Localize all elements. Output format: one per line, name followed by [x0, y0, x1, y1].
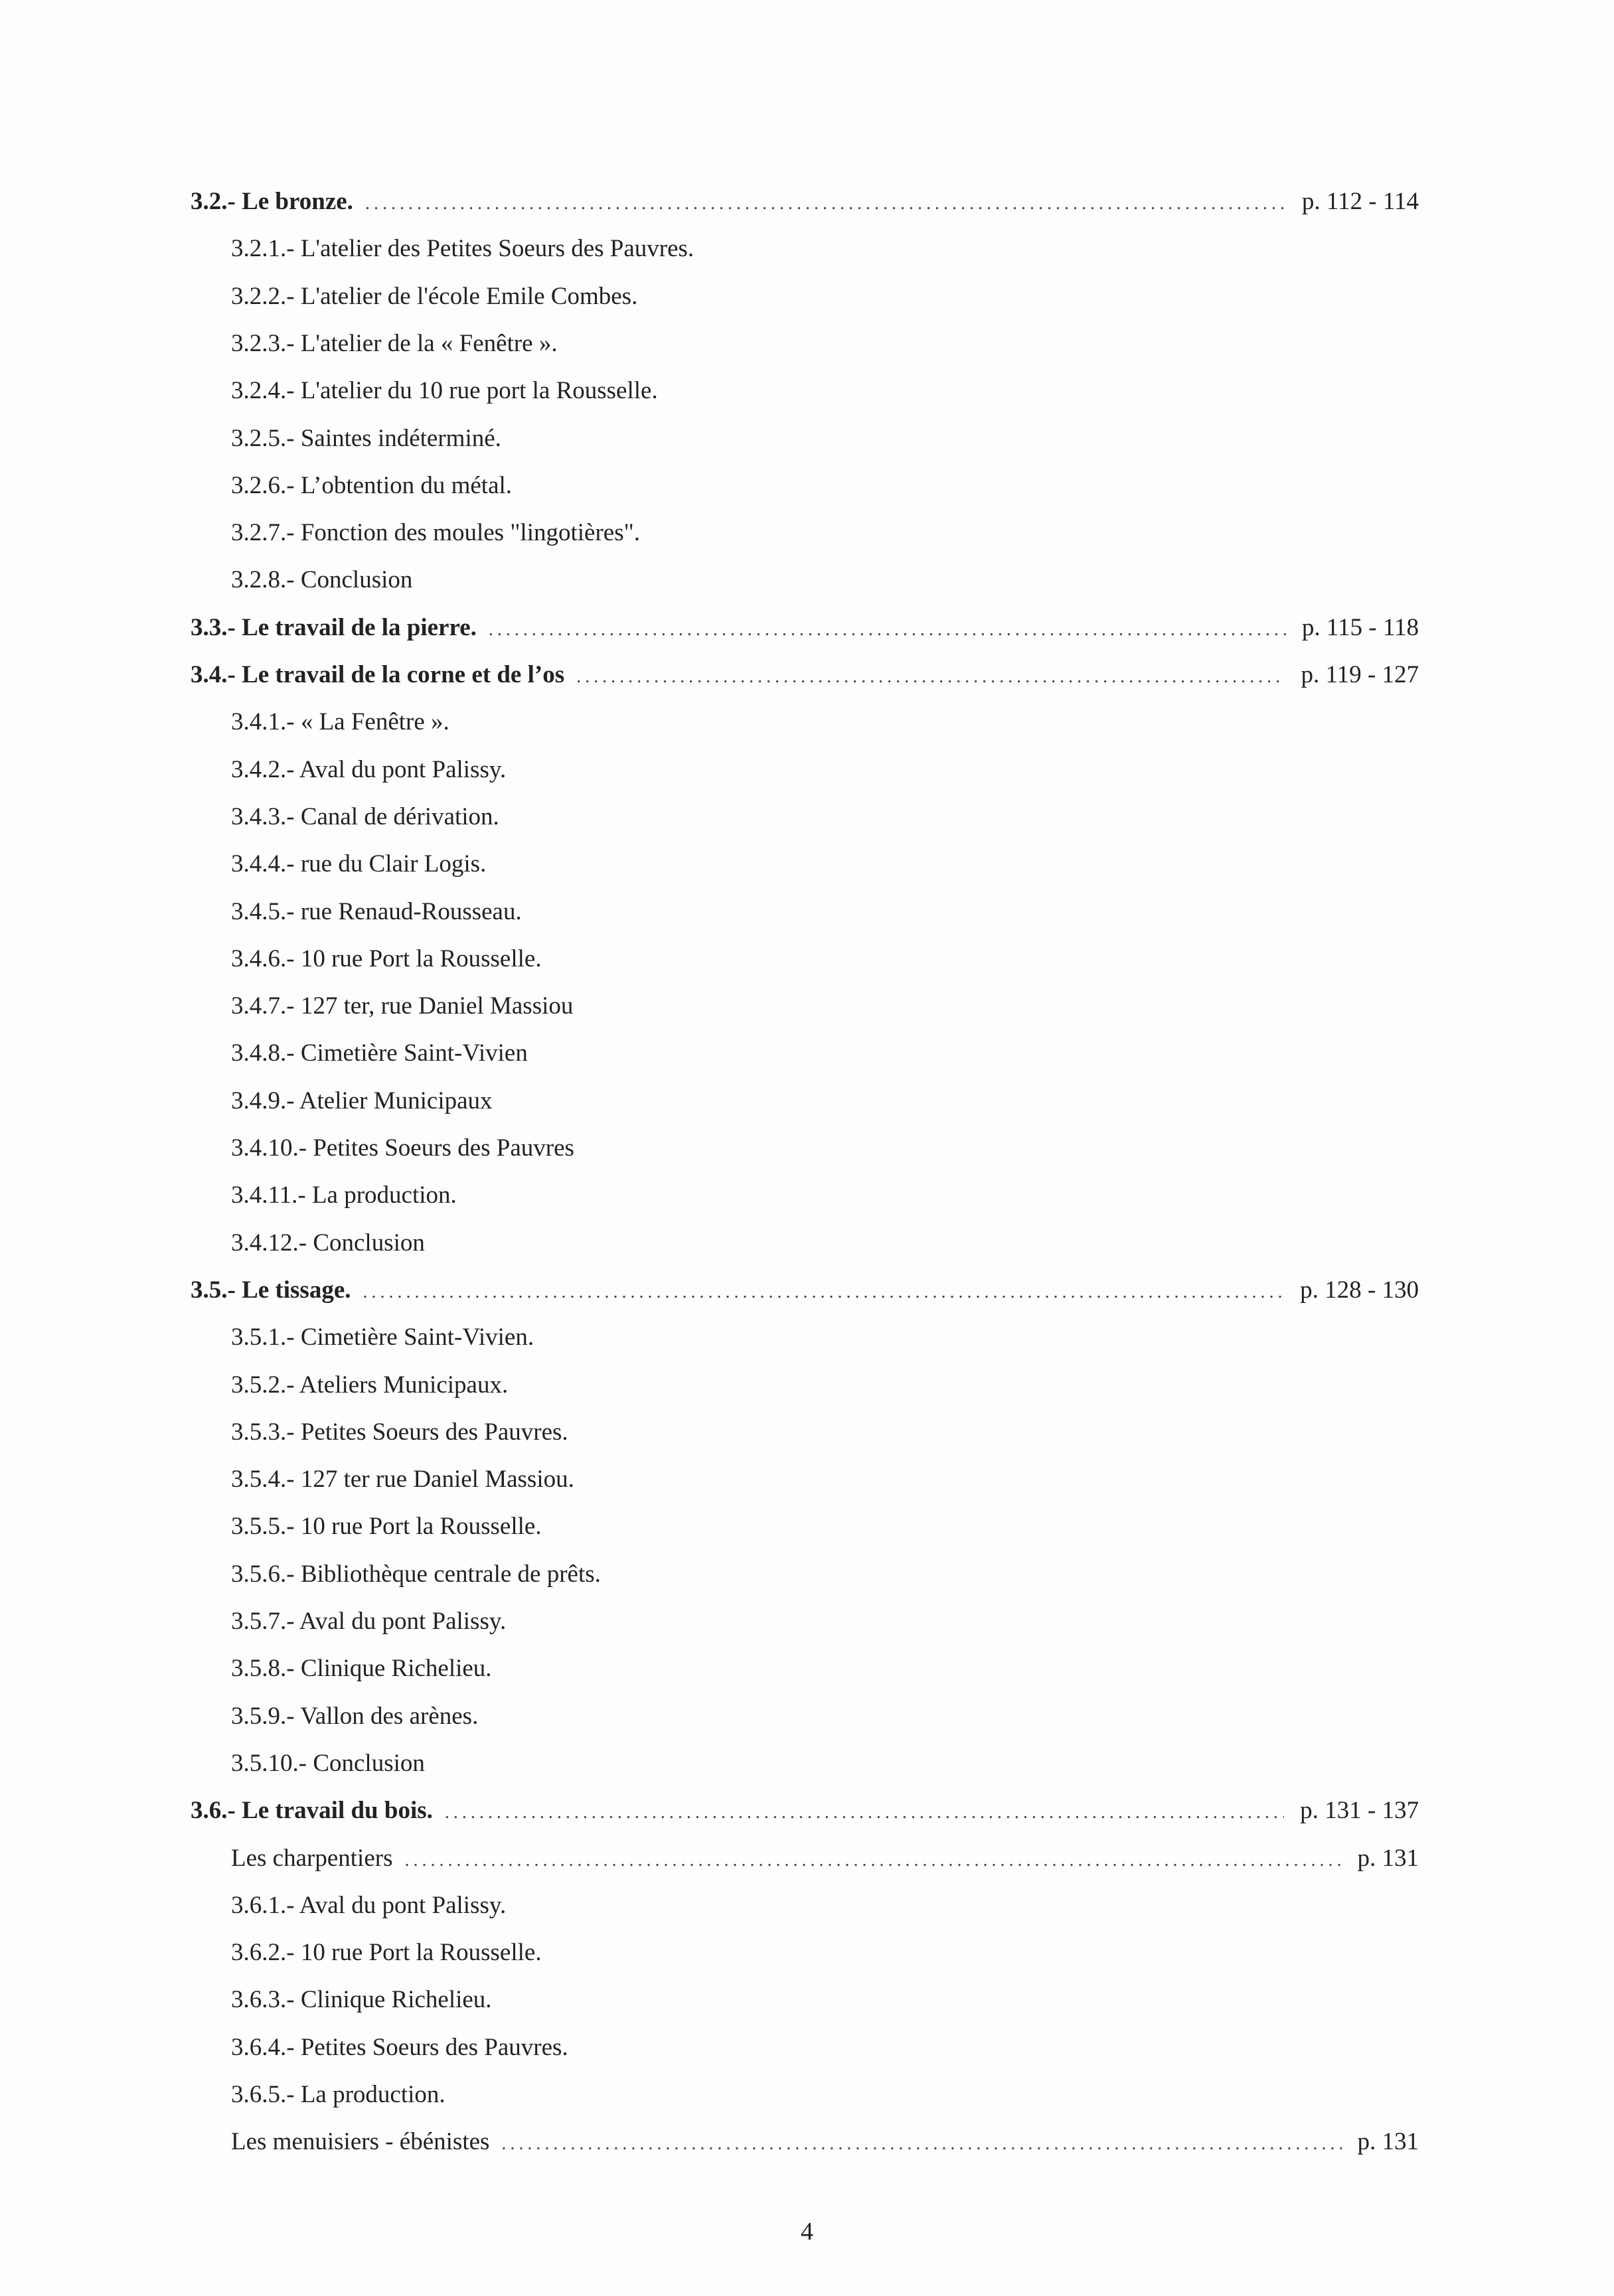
toc-entry-label: 3.5.6.- Bibliothèque centrale de prêts. [231, 1560, 601, 1588]
toc-subsection [231, 1368, 508, 1403]
toc-entry-label: 3.5.5.- 10 rue Port la Rousselle. [231, 1513, 542, 1541]
toc-entry-label: 3.6.5.- La production. [231, 2081, 445, 2108]
toc-section [191, 185, 1419, 221]
dot-leader [576, 660, 1285, 694]
toc-entry-label: Les menuisiers - ébénistes [231, 2128, 490, 2156]
toc-subsection [231, 895, 522, 929]
toc-entry-label: 3.2.6.- L’obtention du métal. [231, 471, 513, 499]
page-number: 4 [801, 2218, 813, 2246]
toc-entry-label: Les charpentiers [231, 1844, 393, 1872]
toc-entry-pages: p. 128 - 130 [1300, 1276, 1419, 1304]
toc-entry-label: 3.5.1.- Cimetière Saint-Vivien. [231, 1324, 534, 1351]
toc-entry-label: 3.2.1.- L'atelier des Petites Soeurs des Pauvres. [231, 235, 694, 263]
toc-entry-label: 3.2.2.- L'atelier de l'école Emile Combes. [231, 282, 638, 310]
toc-subsection [231, 1557, 601, 1592]
toc-entry-label: 3.4.10.- Petites Soeurs des Pauvres [231, 1134, 574, 1162]
toc-subsection [231, 1936, 542, 1970]
toc-entry-label: 3.6.1.- Aval du pont Palissy. [231, 1891, 507, 1919]
toc-section [191, 658, 1419, 694]
toc-subsection [231, 1746, 425, 1781]
toc-entry-pages: p. 115 - 118 [1301, 613, 1419, 641]
toc-subsection [231, 232, 694, 266]
toc-entry-pages: p. 112 - 114 [1301, 188, 1419, 215]
toc-entry-label: 3.4.6.- 10 rue Port la Rousselle. [231, 945, 542, 972]
toc-subsection [231, 1983, 492, 2017]
toc-entry-label: 3.4.2.- Aval du pont Palissy. [231, 755, 507, 783]
toc-section [191, 1794, 1419, 1830]
toc-entry-label: 3.4.9.- Atelier Municipaux [231, 1087, 493, 1114]
toc-entry-label: 3.4.5.- rue Renaud-Rousseau. [231, 897, 522, 925]
toc-entry-label: 3.2.8.- Conclusion [231, 566, 413, 594]
toc-subsection [231, 1131, 574, 1166]
toc-subsection [231, 800, 499, 834]
toc-entry-pages: p. 119 - 127 [1301, 661, 1419, 688]
toc-subsection [231, 2030, 568, 2065]
toc-entry-label: 3.4.8.- Cimetière Saint-Vivien [231, 1039, 528, 1067]
toc-entry-label: 3.4.7.- 127 ter, rue Daniel Massiou [231, 992, 574, 1020]
toc-entry-label: 3.2.7.- Fonction des moules "lingotières". [231, 519, 640, 547]
toc-subsection [231, 847, 486, 881]
toc-entry-label: 3.4.4.- rue du Clair Logis. [231, 850, 487, 878]
toc-entry-label: 3.2.3.- L'atelier de la « Fenêtre ». [231, 329, 558, 357]
toc-subsection [231, 469, 512, 503]
toc-subsection [231, 1462, 574, 1497]
toc-subsection [231, 1036, 528, 1071]
toc-entry-label: 3.4.12.- Conclusion [231, 1229, 425, 1257]
toc-subsection [231, 374, 658, 408]
toc-entry-label: 3.5.8.- Clinique Richelieu. [231, 1655, 492, 1683]
toc-entry-label: 3.4.11.- La production. [231, 1182, 457, 1209]
dot-leader [363, 1275, 1285, 1310]
toc-section [191, 1273, 1419, 1310]
toc-entry-label: 3.3.- Le travail de la pierre. [191, 613, 477, 641]
dot-leader [501, 2127, 1341, 2161]
toc-entry-label: 3.5.7.- Aval du pont Palissy. [231, 1608, 507, 1635]
toc-section [191, 611, 1419, 647]
toc-subsection [231, 753, 506, 787]
dot-leader [489, 613, 1286, 647]
toc-entry-label: 3.6.4.- Petites Soeurs des Pauvres. [231, 2033, 568, 2061]
toc-subsection [231, 705, 449, 739]
toc-subsection [231, 942, 542, 976]
toc-subsection [231, 1178, 457, 1213]
toc-entry-pages: p. 131 - 137 [1300, 1797, 1419, 1825]
toc-subsection [231, 1699, 478, 1734]
toc-entry-label: 3.2.4.- L'atelier du 10 rue port la Rousselle. [231, 377, 658, 405]
toc-subsection [231, 1084, 493, 1118]
toc-entry-label: 3.5.4.- 127 ter rue Daniel Massiou. [231, 1466, 574, 1493]
toc-subsection [231, 1320, 534, 1355]
dot-leader [365, 187, 1286, 221]
toc-subsection [231, 516, 640, 550]
dot-leader [404, 1843, 1341, 1878]
toc-subsection [231, 1604, 506, 1639]
toc-entry-label: 3.6.3.- Clinique Richelieu. [231, 1986, 492, 2014]
toc-subsection [231, 563, 412, 597]
toc-entry-label: 3.5.3.- Petites Soeurs des Pauvres. [231, 1418, 568, 1446]
toc-entry-label: 3.4.- Le travail de la corne et de l’os [191, 661, 565, 688]
toc-entry-label: 3.2.- Le bronze. [191, 188, 353, 215]
toc-subsection [231, 1509, 542, 1544]
toc-subsection [231, 279, 637, 314]
toc-subsection [231, 1415, 568, 1450]
toc-entry-label: 3.4.1.- « La Fenêtre ». [231, 708, 449, 736]
toc-subsection [231, 2078, 445, 2112]
toc-subsection [231, 989, 573, 1024]
toc-subsection-with-page [231, 2125, 1419, 2161]
toc-entry-label: 3.6.- Le travail du bois. [191, 1797, 433, 1825]
toc-entry-label: 3.2.5.- Saintes indéterminé. [231, 424, 501, 452]
toc-subsection [231, 1226, 425, 1261]
toc-subsection [231, 1888, 506, 1923]
toc-entry-label: 3.6.2.- 10 rue Port la Rousselle. [231, 1939, 542, 1967]
toc-subsection [231, 327, 558, 361]
toc-entry-pages: p. 131 [1357, 1844, 1419, 1872]
toc-entry-label: 3.5.- Le tissage. [191, 1276, 351, 1304]
toc-entry-label: 3.5.2.- Ateliers Municipaux. [231, 1371, 509, 1399]
dot-leader [445, 1796, 1284, 1830]
toc-entry-label: 3.4.3.- Canal de dérivation. [231, 803, 499, 830]
toc-entry-label: 3.5.10.- Conclusion [231, 1749, 425, 1777]
toc-entry-label: 3.5.9.- Vallon des arènes. [231, 1702, 479, 1730]
toc-subsection [231, 1651, 492, 1686]
toc-entry-pages: p. 131 [1357, 2128, 1419, 2156]
toc-subsection-with-page [231, 1841, 1419, 1878]
toc-subsection [231, 421, 501, 456]
